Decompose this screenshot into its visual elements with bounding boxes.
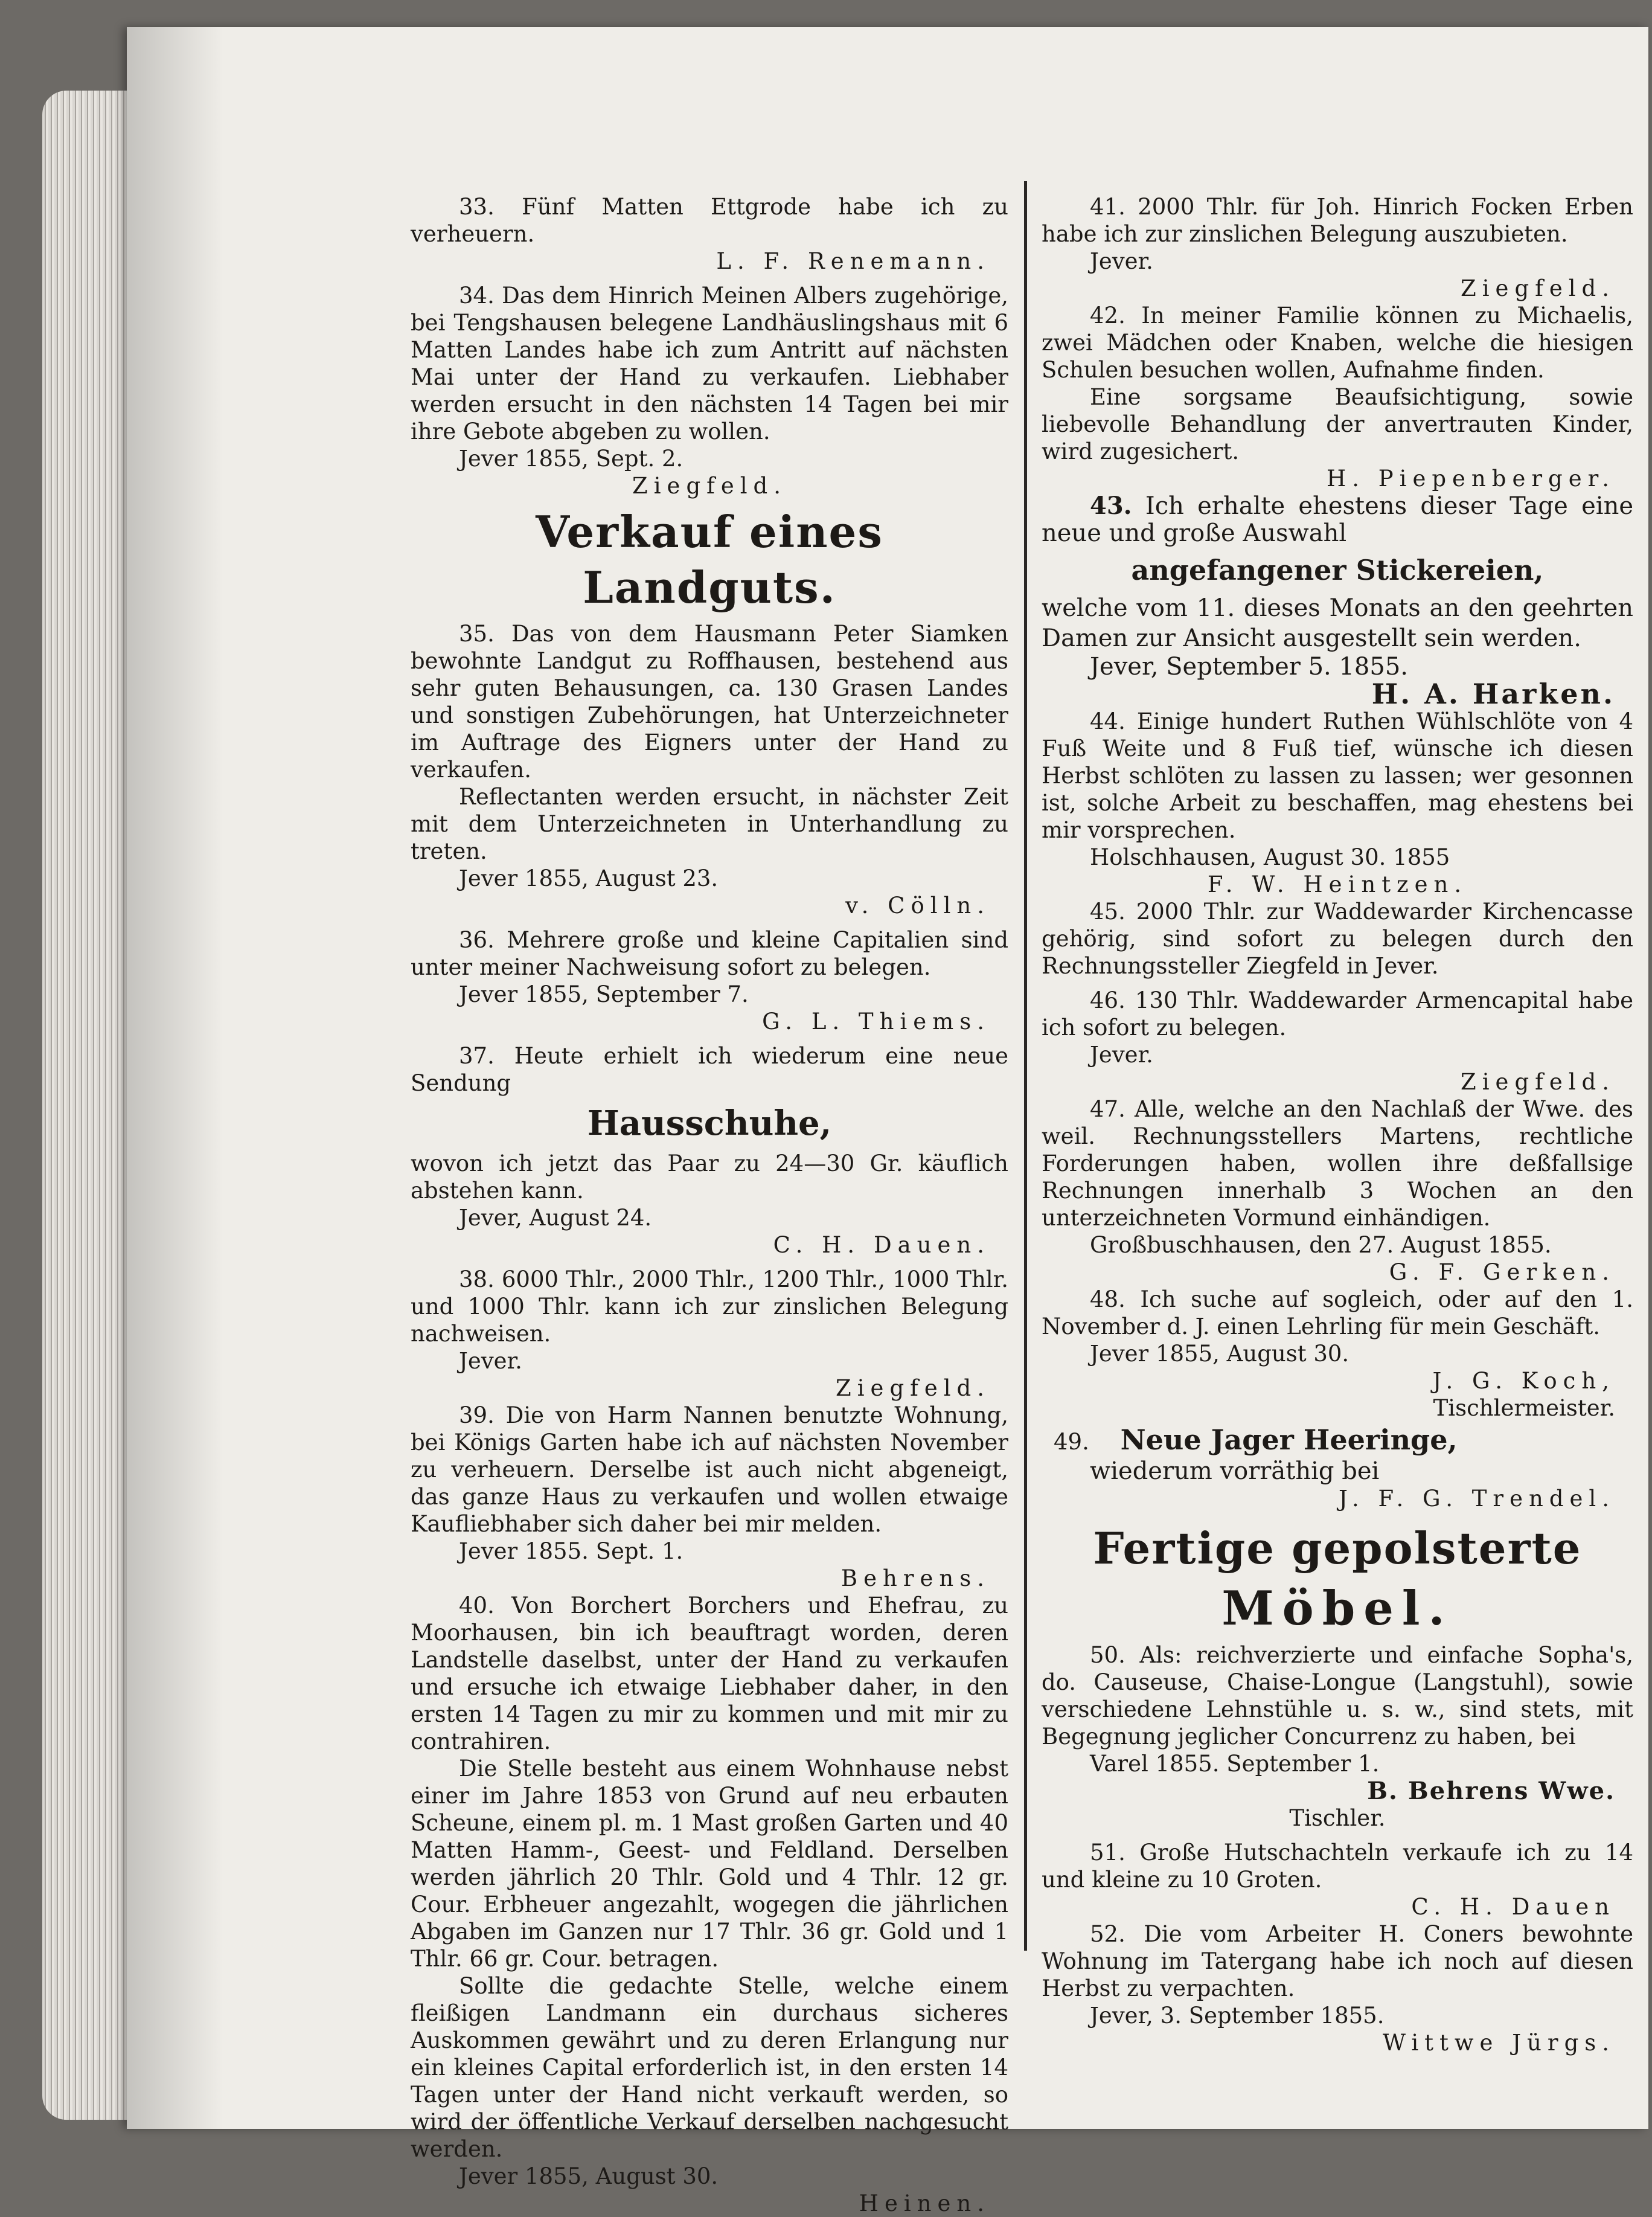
ad-date: Varel 1855. September 1. — [1090, 1751, 1380, 1777]
ad-text: 40. Von Borchert Borchers und Ehefrau, zu Moorhausen, bin ich beauftragt worden, deren Landstelle daselbst, unter der Hand zu verkaufen und ersuche ich etwaige Liebhaber daher, in den ersten 14 Tagen zu mir zu kommen und mit mir zu contrahiren. — [411, 1593, 1008, 1754]
ad-date: Jever, 3. September 1855. — [1090, 2003, 1385, 2029]
ad-45 — [1042, 898, 1633, 980]
headline-heeringe: Neue Jager Heeringe, — [1120, 1423, 1458, 1456]
ad-text-2: Reflectanten werden ersucht, in nächster Zeit mit dem Unterzeichneten in Unterhandlung zu treten. — [411, 784, 1008, 864]
ad-48 — [1042, 1286, 1633, 1422]
ad-signature: G. L. Thiems. — [762, 1009, 990, 1035]
ad-date: Großbuschhausen, den 27. August 1855. — [1090, 1232, 1552, 1258]
ad-signature-title: Tischlermeister. — [1433, 1395, 1615, 1421]
ad-signature: C. H. Dauen. — [773, 1232, 990, 1258]
ad-date: Jever, September 5. 1855. — [1090, 653, 1408, 681]
ad-date: Jever. — [1090, 1042, 1153, 1068]
ad-43-lead — [1042, 492, 1633, 547]
ad-date: Jever 1855, August 30. — [459, 2163, 719, 2189]
ad-signature: H. Piepenberger. — [1326, 466, 1615, 492]
ad-34 — [411, 282, 1008, 499]
headline-stickereien: angefangener Stickereien, — [1131, 554, 1544, 586]
ad-text: 45. 2000 Thlr. zur Waddewarder Kirchencasse gehörig, sind sofort zu belegen durch den Rechnungssteller Ziegfeld in Jever. — [1042, 899, 1633, 979]
ad-signature: G. F. Gerken. — [1389, 1259, 1615, 1285]
ad-signature: v. Cölln. — [845, 893, 990, 919]
ad-signature: Wittwe Jürgs. — [1382, 2030, 1615, 2056]
ad-text-2: welche vom 11. dieses Monats an den geehrten Damen zur Ansicht ausgestellt sein werden. — [1042, 594, 1633, 652]
ad-date: Jever. — [459, 1348, 522, 1374]
ad-38 — [411, 1266, 1008, 1402]
ad-47 — [1042, 1096, 1633, 1286]
headline-landgut: Verkauf eines Landguts. — [536, 506, 883, 613]
ad-date: Jever 1855, August 23. — [459, 865, 719, 891]
ad-text: 51. Große Hutschachteln verkaufe ich zu 14 und kleine zu 10 Groten. — [1042, 1840, 1633, 1893]
gutter-shadow — [127, 27, 223, 2129]
ad-date: Jever. — [1090, 248, 1153, 274]
ad-43 — [1042, 492, 1633, 708]
ad-text: 44. Einige hundert Ruthen Wühlschlöte von 4 Fuß Weite und 8 Fuß tief, wünsche ich diesen Herbst schlöten zu lassen zu lassen; wer gesonnen ist, solche Arbeit zu beschaffen, mag ehestens bei mir vorsprechen. — [1042, 708, 1633, 843]
ad-date: Holschhausen, August 30. 1855 — [1090, 844, 1450, 870]
ad-49 — [1042, 1422, 1633, 1512]
ad-date: Jever 1855. Sept. 1. — [459, 1538, 684, 1564]
ad-50 — [1042, 1641, 1633, 1832]
ad-signature: Heinen. — [859, 2190, 990, 2216]
ad-signature: Ziegfeld. — [836, 1375, 990, 1401]
ad-text: 33. Fünf Matten Ettgrode habe ich zu verheuern. — [411, 194, 1008, 247]
ad-text-2: wovon ich jetzt das Paar zu 24—30 Gr. käuflich abstehen kann. — [411, 1150, 1008, 1204]
ad-41 — [1042, 193, 1633, 302]
ad-text: 35. Das von dem Hausmann Peter Siamken bewohnte Landgut zu Roffhausen, bestehend aus sehr guten Behausungen, ca. 130 Grasen Landes und sonstigen Zubehörungen, hat Unterzeichneter im Auftrage des Eigners unter der Hand zu verkaufen. — [411, 621, 1008, 783]
headline-fertige: Fertige gepolsterte — [1093, 1522, 1582, 1574]
ad-date: Jever 1855, August 30. — [1090, 1341, 1349, 1367]
ad-text-3: Sollte die gedachte Stelle, welche einem fleißigen Landmann ein durchaus sicheres Auskommen gewährt und zu deren Erlangung nur ein kleines Capital erforderlich ist, in den ersten 14 Tagen unter der Hand nicht verkauft werden, so wird der öffentliche Verkauf derselben nachgesucht werden. — [411, 1973, 1008, 2162]
ad-46 — [1042, 987, 1633, 1096]
right-column — [1042, 193, 1633, 2056]
ad-date: Jever 1855, Sept. 2. — [459, 446, 684, 472]
left-column — [411, 193, 1008, 2217]
ad-signature: J. G. Koch, — [1432, 1368, 1615, 1394]
ad-text: 34. Das dem Hinrich Meinen Albers zugehörige, bei Tengshausen belegene Landhäuslingshaus mit 6 Matten Landes habe ich zum Antritt auf nächsten Mai unter der Hand zu verkaufen. Liebhaber werden ersucht in den nächsten 14 Tagen bei mir ihre Gebote abgeben zu wollen. — [411, 283, 1008, 444]
ad-text: 52. Die vom Arbeiter H. Coners bewohnte Wohnung im Tatergang habe ich noch auf diesen Herbst zu verpachten. — [1042, 1921, 1633, 2001]
ad-text: 42. In meiner Familie können zu Michaelis, zwei Mädchen oder Knaben, welche die hiesigen Schulen besuchen wollen, Aufnahme finden. — [1042, 303, 1633, 383]
ad-text: 38. 6000 Thlr., 2000 Thlr., 1200 Thlr., 1000 Thlr. und 1000 Thlr. kann ich zur zinslichen Belegung nachweisen. — [411, 1266, 1008, 1347]
ad-49-heading-row — [1042, 1422, 1633, 1458]
ad-date: Jever 1855, September 7. — [459, 981, 749, 1007]
ad-date: Jever, August 24. — [459, 1205, 652, 1231]
ad-text: Ich erhalte ehestens dieser Tage eine neue und große Auswahl — [1042, 492, 1633, 547]
ad-signature-title: Tischler. — [1289, 1805, 1386, 1831]
ad-42 — [1042, 302, 1633, 492]
ad-text: 47. Alle, welche an den Nachlaß der Wwe. des weil. Rechnungsstellers Martens, rechtliche Forderungen haben, wollen ihre deßfallsige Rechnungen innerhalb 3 Wochen an den unterzeichneten Vormund einhändigen. — [1042, 1096, 1633, 1231]
ad-text: 41. 2000 Thlr. für Joh. Hinrich Focken Erben habe ich zur zinslichen Belegung auszubieten. — [1042, 194, 1633, 247]
ad-52 — [1042, 1920, 1633, 2056]
ad-33 — [411, 193, 1008, 275]
ad-text: 36. Mehrere große und kleine Capitalien sind unter meiner Nachweisung sofort zu belegen. — [411, 927, 1008, 980]
ad-40 — [411, 1592, 1008, 2217]
ad-text-2: Die Stelle besteht aus einem Wohnhause nebst einer im Jahre 1853 von Grund auf neu erbauten Scheune, einem pl. m. 1 Mast großen Garten und 40 Matten Hamm-, Geest- und Feldland. Derselben werden jährlich 20 Thlr. Gold und 4 Thlr. 12 gr. Cour. Erbheuer angezahlt, wogegen die jährlichen Abgaben im Ganzen nur 17 Thlr. 36 gr. Gold und 1 Thlr. 66 gr. Cour. betragen. — [411, 1756, 1008, 1972]
ad-51 — [1042, 1839, 1633, 1920]
ad-number: 43. — [1090, 492, 1132, 520]
ad-signature: J. F. G. Trendel. — [1339, 1486, 1615, 1512]
ad-number: 49. — [1054, 1429, 1089, 1455]
ad-text: 50. Als: reichverzierte und einfache Sopha's, do. Causeuse, Chaise-Longue (Langstuhl), sowie verschiedene Lehnstühle u. s. w., sind stets, mit Begegnung jeglicher Concurrenz zu haben, bei — [1042, 1642, 1633, 1750]
column-rule — [1024, 181, 1027, 1951]
ad-text: 39. Die von Harm Nannen benutzte Wohnung, bei Königs Garten habe ich auf nächsten November zu verheuern. Derselbe ist auch nicht abgeneigt, das ganze Haus zu verkaufen und wollen etwaige Kaufliebhaber sich daher bei mir melden. — [411, 1402, 1008, 1537]
ad-36 — [411, 926, 1008, 1035]
headline-hausschuhe: Hausschuhe, — [587, 1103, 832, 1143]
ad-signature: L. F. Renemann. — [716, 248, 990, 274]
ad-signature: Ziegfeld. — [1461, 1069, 1615, 1095]
ad-text: 46. 130 Thlr. Waddewarder Armencapital habe ich sofort zu belegen. — [1042, 987, 1633, 1041]
ad-signature: C. H. Dauen — [1411, 1894, 1615, 1920]
ad-signature: Behrens. — [840, 1565, 990, 1591]
ad-signature: Ziegfeld. — [632, 473, 787, 499]
ad-signature: Ziegfeld. — [1461, 275, 1615, 301]
headline-moebel: Möbel. — [1221, 1581, 1453, 1636]
ad-signature: F. W. Heintzen. — [1207, 871, 1468, 897]
ad-text-2: Eine sorgsame Beaufsichtigung, sowie liebevolle Behandlung der anvertrauten Kinder, wird zugesichert. — [1042, 384, 1633, 464]
ad-35 — [411, 620, 1008, 919]
ad-signature: H. A. Harken. — [1371, 678, 1615, 710]
ad-39 — [411, 1402, 1008, 1592]
ad-signature: B. Behrens Wwe. — [1367, 1777, 1615, 1805]
ad-44 — [1042, 708, 1633, 898]
ad-37 — [411, 1042, 1008, 1259]
ad-text: 48. Ich suche auf sogleich, oder auf den 1. November d. J. einen Lehrling für mein Geschäft. — [1042, 1286, 1633, 1340]
ad-text: 37. Heute erhielt ich wiederum eine neue Sendung — [411, 1043, 1008, 1096]
ad-text: wiederum vorräthig bei — [1090, 1457, 1380, 1485]
